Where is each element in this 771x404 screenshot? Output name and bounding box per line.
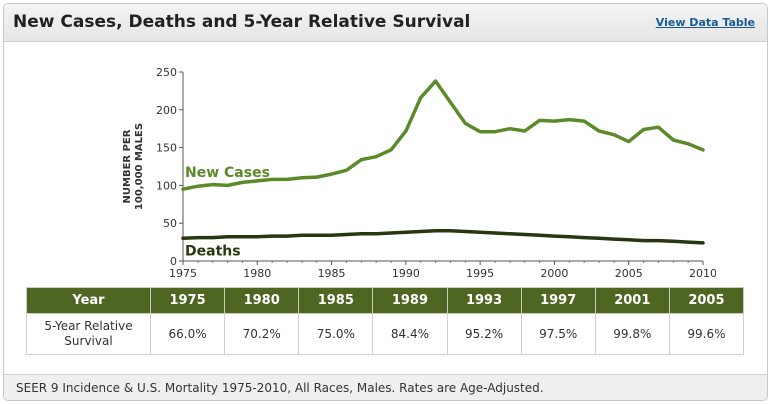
survival-table-row xyxy=(27,314,744,355)
x-tick-label-1995: 1995 xyxy=(466,267,495,280)
deaths-series-label: Deaths xyxy=(185,243,241,260)
x-tick-label-1975: 1975 xyxy=(169,267,197,280)
chart-title: New Cases, Deaths and 5-Year Relative Survival xyxy=(13,12,471,32)
survival-value-1993: 95.2% xyxy=(447,314,521,355)
x-tick-label-2005: 2005 xyxy=(614,267,643,280)
x-tick-label-2000: 2000 xyxy=(540,267,569,280)
line-chart-svg xyxy=(116,62,716,284)
survival-value-1980: 70.2% xyxy=(225,314,299,355)
x-tick-label-1980: 1980 xyxy=(243,267,272,280)
y-tick-label-50: 50 xyxy=(163,217,177,231)
x-tick-label-1985: 1985 xyxy=(317,267,346,280)
survival-value-1989: 84.4% xyxy=(373,314,447,355)
view-data-table-link[interactable]: View Data Table xyxy=(655,16,755,29)
year-header-1993: 1993 xyxy=(447,288,521,314)
new-cases-series-label: New Cases xyxy=(185,165,270,182)
survival-value-1975: 66.0% xyxy=(151,314,225,355)
survival-row-label: 5-Year Relative Survival xyxy=(27,314,151,355)
year-header-1975: 1975 xyxy=(151,288,225,314)
survival-table xyxy=(26,287,744,355)
footer-note: SEER 9 Incidence & U.S. Mortality 1975-2010, All Races, Males. Rates are Age-Adjusted. xyxy=(16,381,544,395)
y-tick-label-100: 100 xyxy=(156,179,177,193)
x-tick-label-2010: 2010 xyxy=(689,267,716,280)
footer-bar xyxy=(4,374,767,401)
line-chart xyxy=(116,62,716,284)
deaths-line xyxy=(183,231,703,243)
survival-table-header-row xyxy=(27,288,744,314)
panel-header xyxy=(4,4,767,42)
chart-panel xyxy=(3,3,768,401)
survival-value-1985: 75.0% xyxy=(299,314,373,355)
year-header-cell: Year xyxy=(27,288,151,314)
year-header-1989: 1989 xyxy=(373,288,447,314)
year-header-1997: 1997 xyxy=(521,288,595,314)
y-tick-label-250: 250 xyxy=(156,66,177,79)
y-tick-label-150: 150 xyxy=(156,141,177,155)
year-header-2005: 2005 xyxy=(669,288,743,314)
year-header-1980: 1980 xyxy=(225,288,299,314)
y-tick-label-0: 0 xyxy=(170,255,177,268)
y-tick-label-200: 200 xyxy=(156,103,177,117)
y-axis-label: NUMBER PER100,000 MALES xyxy=(122,122,145,211)
x-tick-label-1990: 1990 xyxy=(391,267,420,280)
year-header-2001: 2001 xyxy=(595,288,669,314)
survival-value-1997: 97.5% xyxy=(521,314,595,355)
survival-value-2005: 99.6% xyxy=(669,314,743,355)
year-header-1985: 1985 xyxy=(299,288,373,314)
survival-value-2001: 99.8% xyxy=(595,314,669,355)
